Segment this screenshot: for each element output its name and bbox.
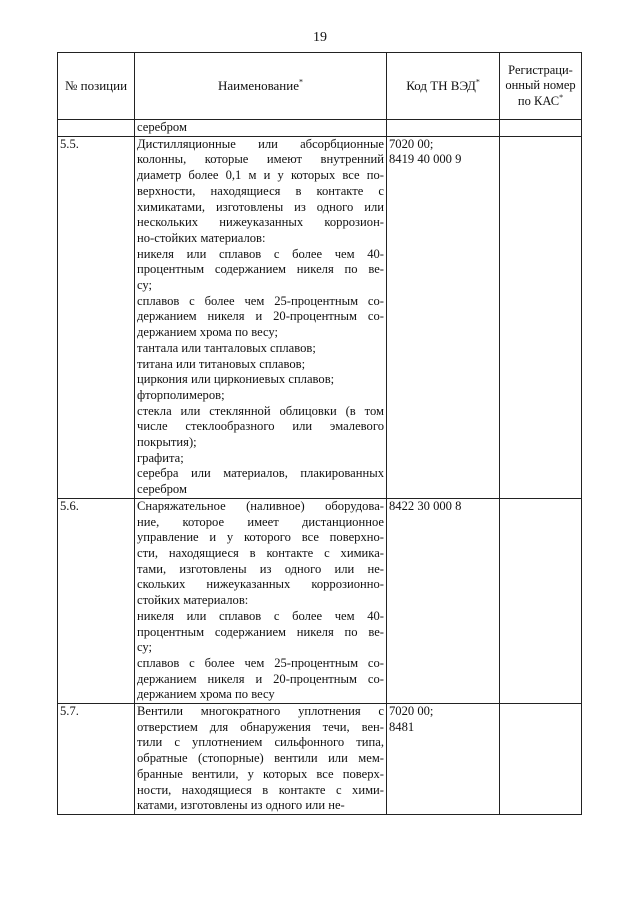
name-line: циркония или циркониевых сплавов; (137, 372, 335, 387)
table-row (58, 136, 582, 498)
footnote-mark: * (299, 77, 303, 87)
footnote-mark: * (559, 92, 564, 102)
name-line: обратные (стопорные) вентили или мем- (137, 751, 384, 766)
position-cell (58, 120, 135, 137)
name-line: Вентили многократного уплотнения с (137, 704, 384, 719)
name-line: числе стеклообразного или эмалевого (137, 419, 384, 434)
table-row (58, 704, 582, 815)
table-row (58, 498, 582, 703)
header-registration: Регистраци-онный номер по КАС* (500, 53, 582, 120)
name-line: скольких нижеуказанных коррозионно- (137, 577, 384, 592)
code-cell (387, 704, 500, 815)
name-cell (135, 120, 387, 137)
name-line: никеля или сплавов с более чем 40- (137, 246, 384, 261)
name-line: фторполимеров; (137, 387, 225, 402)
name-line: диаметр более 0,1 м и у которых все по- (137, 168, 384, 183)
registration-cell (500, 498, 582, 703)
code-line: 8419 40 000 9 (389, 152, 462, 167)
name-line: сти, находящиеся в контакте с химика- (137, 545, 384, 560)
name-line: су; (137, 640, 153, 655)
code-line: 8481 (389, 719, 415, 734)
header-position: № позиции (58, 53, 135, 120)
goods-table (57, 52, 582, 815)
name-line: держанием никеля и 20-процентным со- (137, 671, 384, 686)
name-line: держанием никеля и 20-процентным со- (137, 309, 384, 324)
name-line: бранные вентили, у которых все поверх- (137, 766, 384, 781)
name-line: нескольких нижеуказанных коррозион- (137, 215, 384, 230)
name-line: держанием хрома по весу; (137, 325, 279, 340)
registration-cell (500, 704, 582, 815)
name-line: серебра или материалов, плакированных (137, 466, 384, 481)
name-line: сплавов с более чем 25-процентным со- (137, 293, 384, 308)
name-line: верхности, находящиеся в контакте с (137, 183, 384, 198)
name-line: ности, находящиеся в контакте с хими- (137, 782, 384, 797)
position-cell: 5.5. (58, 136, 135, 498)
code-cell (387, 498, 500, 703)
name-line: стекла или стеклянной облицовки (в том (137, 403, 384, 418)
code-line: 8422 30 000 8 (389, 498, 462, 513)
registration-cell (500, 136, 582, 498)
name-line: химикатами, изготовлены из одного или (137, 199, 384, 214)
name-line: сплавов с более чем 25-процентным со- (137, 655, 384, 670)
name-line: процентным содержанием никеля по ве- (137, 262, 384, 277)
name-line: Дистилляционные или абсорбционные (137, 136, 384, 151)
registration-cell (500, 120, 582, 137)
name-line: серебром (137, 120, 187, 134)
header-code: Код ТН ВЭД* (387, 53, 500, 120)
name-line: никеля или сплавов с более чем 40- (137, 608, 384, 623)
name-line: ние, которое имеет дистанционное (137, 514, 384, 529)
name-line: графита; (137, 450, 184, 465)
name-line: серебром (137, 482, 187, 497)
page-number: 19 (313, 30, 327, 45)
name-line: катами, изготовлены из одного или не- (137, 798, 345, 813)
name-line: тантала или танталовых сплавов; (137, 340, 316, 355)
name-line: стойких материалов: (137, 593, 249, 608)
table-body (58, 120, 582, 815)
name-line: покрытия); (137, 435, 197, 450)
header-name: Наименование* (135, 53, 387, 120)
position-cell: 5.7. (58, 704, 135, 815)
code-cell (387, 120, 500, 137)
name-line: управление и у которого все поверхно- (137, 530, 384, 545)
code-cell (387, 136, 500, 498)
name-line: тами, изготовлены из одного или не- (137, 561, 384, 576)
table-header-row (58, 53, 582, 120)
name-cell (135, 704, 387, 815)
code-line: 7020 00; (389, 704, 434, 719)
name-line: колонны, которые имеют внутренний (137, 152, 384, 167)
name-line: су; (137, 278, 153, 293)
name-cell (135, 498, 387, 703)
position-cell: 5.6. (58, 498, 135, 703)
name-line: процентным содержанием никеля по ве- (137, 624, 384, 639)
table-row (58, 120, 582, 137)
name-line: титана или титановых сплавов; (137, 356, 306, 371)
name-line: но-стойких материалов: (137, 230, 266, 245)
name-line: тили с уплотнением сильфонного типа, (137, 735, 384, 750)
name-cell (135, 136, 387, 498)
name-line: отверстием для обнаружения течи, вен- (137, 719, 384, 734)
name-line: Снаряжательное (наливное) оборудова- (137, 498, 384, 513)
code-line: 7020 00; (389, 136, 434, 151)
name-line: держанием хрома по весу (137, 687, 275, 702)
footnote-mark: * (475, 77, 480, 87)
